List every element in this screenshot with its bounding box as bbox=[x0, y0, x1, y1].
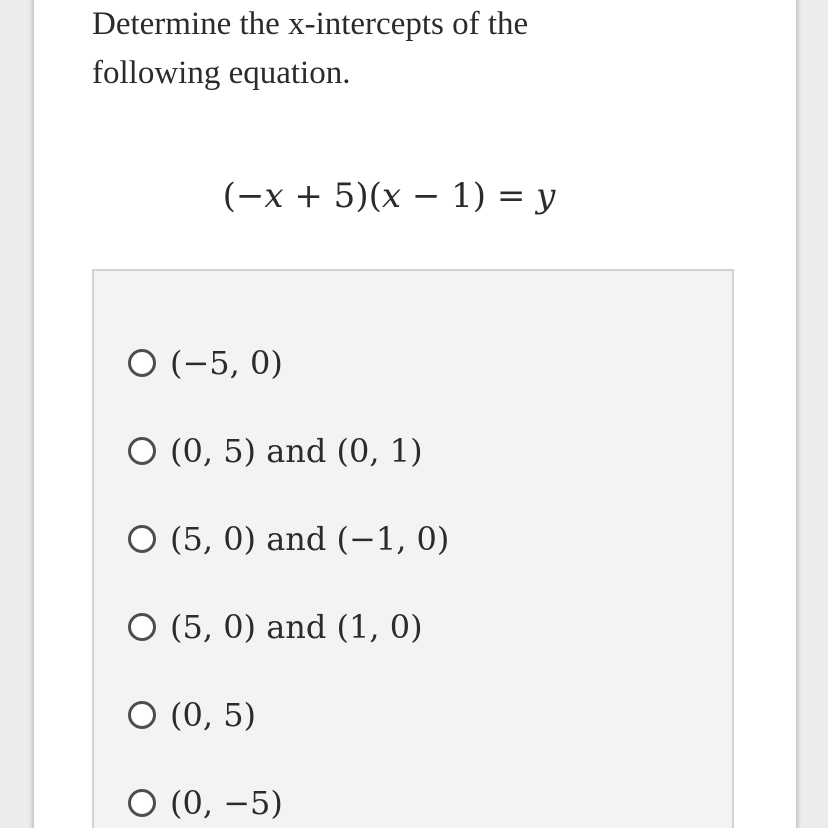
radio-button-icon[interactable] bbox=[128, 349, 156, 377]
radio-button-icon[interactable] bbox=[128, 701, 156, 729]
equation-part: − 1) = bbox=[401, 176, 537, 216]
choice-label: (5, 0) and (−1, 0) bbox=[170, 520, 450, 558]
question-line-2: following equation. bbox=[92, 55, 351, 91]
answer-choices-panel bbox=[92, 269, 734, 828]
question-text bbox=[92, 0, 712, 98]
choice-option-5[interactable] bbox=[128, 693, 256, 737]
radio-button-icon[interactable] bbox=[128, 613, 156, 641]
choice-label: (0, 5) and (0, 1) bbox=[170, 432, 423, 470]
radio-button-icon[interactable] bbox=[128, 437, 156, 465]
choice-option-2[interactable] bbox=[128, 429, 423, 473]
choice-option-4[interactable] bbox=[128, 605, 423, 649]
choice-option-3[interactable] bbox=[128, 517, 449, 561]
equation-variable: y bbox=[536, 176, 556, 216]
question-line-1: Determine the x-intercepts of the bbox=[92, 6, 529, 42]
radio-button-icon[interactable] bbox=[128, 789, 156, 817]
equation-variable: x bbox=[264, 176, 284, 216]
choice-label: (0, −5) bbox=[170, 784, 283, 822]
choice-label: (0, 5) bbox=[170, 696, 257, 734]
radio-button-icon[interactable] bbox=[128, 525, 156, 553]
choice-option-1[interactable] bbox=[128, 341, 283, 385]
choice-option-6[interactable] bbox=[128, 781, 283, 825]
equation-part: + 5)( bbox=[283, 176, 382, 216]
choice-label: (5, 0) and (1, 0) bbox=[170, 608, 423, 646]
equation-variable: x bbox=[381, 176, 402, 216]
equation-part: (− bbox=[222, 176, 265, 216]
choice-label: (−5, 0) bbox=[170, 344, 283, 382]
equation bbox=[0, 170, 778, 222]
